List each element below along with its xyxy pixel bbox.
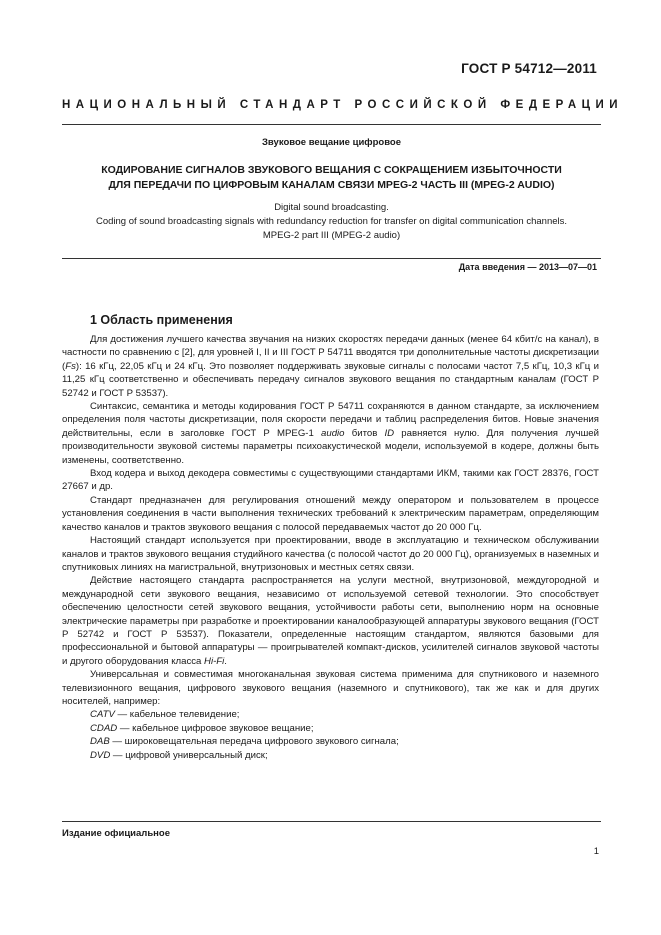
page-number: 1 (593, 846, 599, 857)
text-run-italic: audio (321, 427, 345, 439)
list-item (62, 735, 599, 748)
list-item (62, 749, 599, 762)
text-run: ): 16 кГц, 22,05 кГц и 24 кГц. Это позволяет поддерживать звуковые сигналы с полосами частот 7,5 кГц, 10,3 кГц и 11,25 кГц соответственно и обеспечивать передачу сигналов звукового вещания по стандартным каналам (ГОСТ Р 52742 и ГОСТ Р 53537). (62, 360, 599, 399)
national-standard-banner: НАЦИОНАЛЬНЫЙ СТАНДАРТ РОССИЙСКОЙ ФЕДЕРАЦИИ (62, 99, 624, 111)
text-run: битов (344, 427, 385, 439)
paragraph: Стандарт предназначен для регулирования отношений между оператором и пользователем в процессе установления соединения в части выполнения технических требований к электрическим параметрам, определяющим качество каналов и трактов звукового вещания с полосой передаваемых частот до 20 000 Гц. (62, 494, 599, 533)
text-run-italic: Hi-Fi (204, 655, 225, 667)
list-term: CDAD (90, 722, 118, 734)
list-text: — кабельное телевидение; (114, 709, 240, 721)
title-divider (62, 258, 601, 259)
list-term: DAB (90, 736, 110, 748)
paragraph (62, 333, 599, 400)
subject-heading: Звуковое вещание цифровое (261, 137, 402, 148)
paragraph: Настоящий стандарт используется при проектировании, вводе в эксплуатацию и техническом обслуживании каналов и трактов звукового вещания студийного качества (с полосой частот до 20 000 Гц), организуемых в наземных и спутниковых линиях на магистральной, внутризоновых и местных сетях связи. (62, 535, 599, 573)
title-ru-line: ДЛЯ ПЕРЕДАЧИ ПО ЦИФРОВЫМ КАНАЛАМ СВЯЗИ MPEG-2 ЧАСТЬ III (MPEG-2 AUDIO) (108, 179, 555, 191)
text-run-italic: Fs (65, 360, 76, 372)
text-run: Для достижения лучшего качества звучания на низких скоростях передачи данных (менее 64 кбит/с на канал), в частности по сравнению с [2], для уровней I, II и III ГОСТ Р 54711 вводятся три дополнительные частоты дискретизации ( (62, 334, 599, 372)
list-item (62, 708, 599, 721)
list-item (62, 722, 599, 735)
official-edition-label: Издание официальное (62, 828, 170, 839)
title-en-line: MPEG-2 part III (MPEG-2 audio) (262, 230, 401, 241)
list-term: CATV (90, 709, 115, 721)
document-code: ГОСТ Р 54712—2011 (461, 61, 597, 76)
paragraph: Универсальная и совместимая многоканальная звуковая система применима для спутникового и наземного телевизионного вещания, цифрового звукового вещания (наземного и спутникового), так же как и для других носителей, например: (62, 669, 599, 707)
title-en-line: Coding of sound broadcasting signals with redundancy reduction for transfer on digital communication channels. (95, 216, 568, 227)
text-run: Действие настоящего стандарта распространяется на услуги местной, внутризоновой, междугородной и международной сети звукового вещания, независимо от используемой сетевой технологии. Это способствует обеспечению целостности сетей звукового вещания, устойчивости работы сети, выполнению норм на основные электрические параметры при разработке и проектировании каналообразующей аппаратуры звукового вещания (ГОСТ Р 52742 и ГОСТ Р 53537). Показатели, определенные настоящим стандартом, являются базовыми для профессиональной и бытовой аппаратуры — проигрывателей компакт-дисков, усилителей сигналов звуковой частоты и другого оборудования класса (62, 575, 599, 667)
text-run: равняется нулю. Для получения лучшей производительности звуковой системы параметры психоакустической модели, используемой в кодере, должны быть изменены, соответственно. (62, 427, 599, 466)
document-title-ru (62, 163, 601, 193)
list-text: — кабельное цифровое звуковое вещание; (117, 722, 314, 734)
paragraph (62, 400, 599, 467)
text-run: . (224, 655, 227, 667)
footer-divider (62, 821, 601, 822)
document-title-en (62, 201, 601, 243)
text-run: Синтаксис, семантика и методы кодирования ГОСТ Р 54711 сохраняются в данном стандарте, за исключением определения поля частоты дискретизации, поля скорости передачи и таблиц распределения битов. Новые значения действительны, если в заголовке ГОСТ Р MPEG-1 (62, 401, 599, 439)
list-text: — цифровой универсальный диск; (110, 749, 268, 761)
top-divider (62, 124, 601, 125)
text-run-italic: ID (384, 427, 395, 439)
list-term: DVD (90, 749, 111, 761)
section-heading: 1 Область применения (90, 313, 233, 327)
paragraph: Вход кодера и выход декодера совместимы с существующими стандартами ИКМ, такими как ГОСТ 28376, ГОСТ 27667 и др. (62, 468, 599, 493)
introduction-date: Дата введения — 2013—07—01 (458, 262, 597, 272)
section-body (62, 333, 599, 762)
list-text: — широковещательная передача цифрового звукового сигнала; (109, 736, 399, 748)
title-en-line: Digital sound broadcasting. (274, 202, 389, 213)
title-ru-line: КОДИРОВАНИЕ СИГНАЛОВ ЗВУКОВОГО ВЕЩАНИЯ С СОКРАЩЕНИЕМ ИЗБЫТОЧНОСТИ (101, 164, 562, 176)
paragraph (62, 574, 599, 668)
